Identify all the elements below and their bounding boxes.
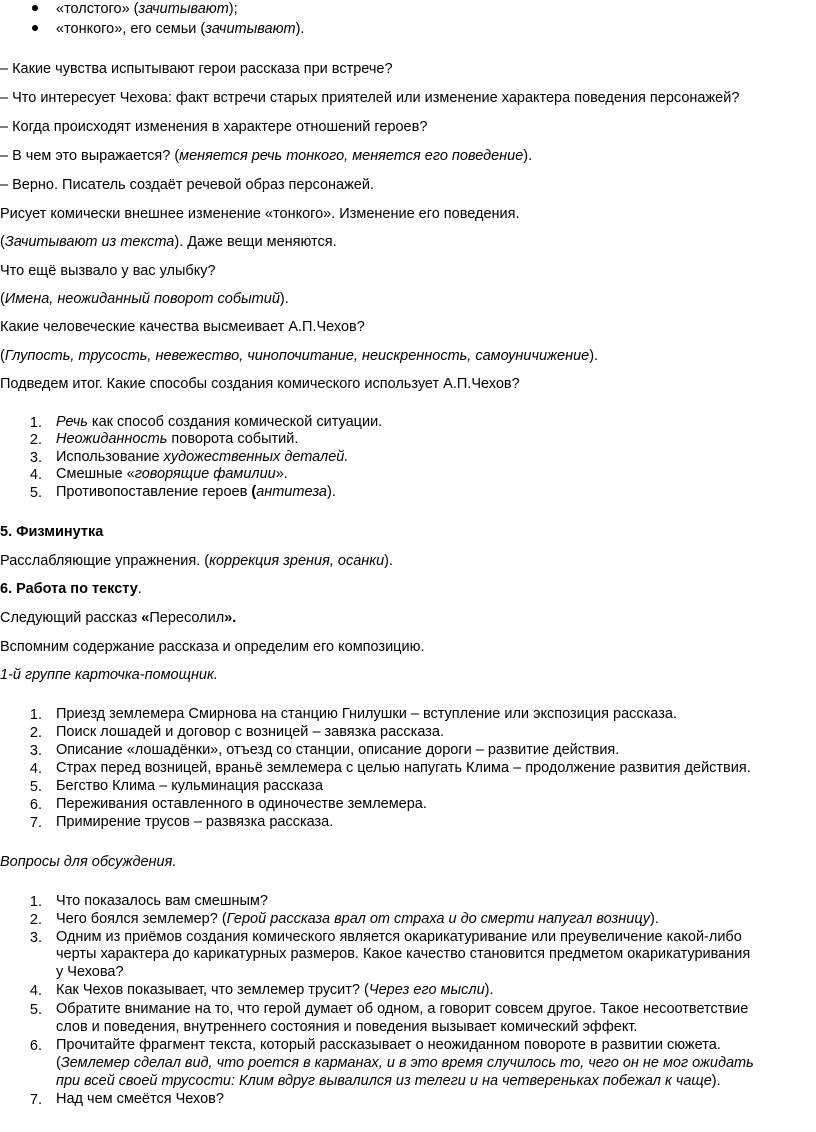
list-item: Над чем смеётся Чехов?: [56, 1091, 224, 1107]
list-item: Речь как способ создания комической ситуации.: [56, 414, 383, 430]
list-item: Чего боялся землемер? (Герой рассказа врал от страха и до смерти напугал возницу).: [56, 911, 659, 927]
paragraph: Вспомним содержание рассказа и определим его композицию.: [0, 639, 425, 655]
bullet-dot: [32, 25, 38, 31]
list-item: Поиск лошадей и договор с возницей – завязка рассказа.: [56, 724, 444, 740]
list-item-continuation: (Землемер сделал вид, что роется в карманах, и в это время случилось то, чего он не мог ожидать: [56, 1055, 754, 1071]
list-item-continuation: у Чехова?: [56, 964, 124, 980]
list-item: Одним из приёмов создания комического является окарикатуривание или преувеличение какой-либо: [56, 929, 742, 945]
list-item: Как Чехов показывает, что землемер трусит? (Через его мысли).: [56, 982, 494, 998]
list-item: Страх перед возницей, враньё землемера с целью напугать Клима – продолжение развития действия.: [56, 760, 751, 776]
paragraph: (Зачитывают из текста). Даже вещи меняются.: [0, 234, 337, 250]
paragraph: Рисует комически внешнее изменение «тонкого». Изменение его поведения.: [0, 206, 520, 222]
list-item-continuation: черты характера до карикатурных размеров. Какое качество становится предметом окарикатуривания: [56, 946, 751, 962]
paragraph: Какие человеческие качества высмеивает А.П.Чехов?: [0, 319, 365, 335]
list-item: Переживания оставленного в одиночестве землемера.: [56, 796, 427, 812]
paragraph: (Глупость, трусость, невежество, чинопочитание, неискренность, самоуничижение).: [0, 348, 599, 364]
paragraph: Подведем итог. Какие способы создания комического использует А.П.Чехов?: [0, 376, 520, 392]
list-item: Смешные «говорящие фамилии».: [56, 466, 288, 482]
subheading: Вопросы для обсуждения.: [0, 854, 177, 870]
list-item: Использование художественных деталей.: [56, 449, 349, 465]
bullet-item: «толстого» (зачитывают);: [56, 1, 238, 17]
paragraph: Что ещё вызвало у вас улыбку?: [0, 263, 216, 279]
list-item-continuation: слов и поведения, внутреннего состояния и поведения вызывает комический эффект.: [56, 1019, 638, 1035]
answer-line: – Верно. Писатель создаёт речевой образ персонажей.: [0, 177, 374, 193]
paragraph: Расслабляющие упражнения. (коррекция зрения, осанки).: [0, 553, 394, 569]
paragraph: Следующий рассказ «Пересолил».: [0, 610, 237, 626]
list-item: Прочитайте фрагмент текста, который рассказывает о неожиданном повороте в развитии сюжета.: [56, 1037, 721, 1053]
paragraph: (Имена, неожиданный поворот событий).: [0, 291, 289, 307]
section-heading: 5. Физминутка: [0, 524, 104, 540]
question-line: – Что интересует Чехова: факт встречи старых приятелей или изменение характера поведения персонажей?: [0, 90, 740, 106]
list-item: Бегство Клима – кульминация рассказа: [56, 778, 324, 794]
question-line: – В чем это выражается? (меняется речь тонкого, меняется его поведение).: [0, 148, 533, 164]
list-item: Что показалось вам смешным?: [56, 893, 268, 909]
list-item: Неожиданность поворота событий.: [56, 431, 299, 447]
bullet-dot: [32, 5, 38, 11]
bullet-item: «тонкого», его семьи (зачитывают).: [56, 21, 305, 37]
list-item: Обратите внимание на то, что герой думает об одном, а говорит совсем другое. Такое несоответствие: [56, 1001, 749, 1017]
list-item: Противопоставление героев (антитеза).: [56, 484, 336, 500]
question-line: – Когда происходят изменения в характере отношений героев?: [0, 119, 428, 135]
list-item: Приезд землемера Смирнова на станцию Гнилушки – вступление или экспозиция рассказа.: [56, 706, 677, 722]
list-item-continuation: при всей своей трусости: Клим вдруг вывалился из телеги и на четвереньках побежал к чаще).: [56, 1073, 721, 1089]
list-item: Описание «лошадёнки», отъезд со станции, описание дороги – развитие действия.: [56, 742, 620, 758]
question-line: – Какие чувства испытывают герои рассказа при встрече?: [0, 61, 393, 77]
paragraph: 1-й группе карточка-помощник.: [0, 667, 218, 683]
list-item: Примирение трусов – развязка рассказа.: [56, 814, 334, 830]
section-heading: 6. Работа по тексту.: [0, 581, 142, 597]
